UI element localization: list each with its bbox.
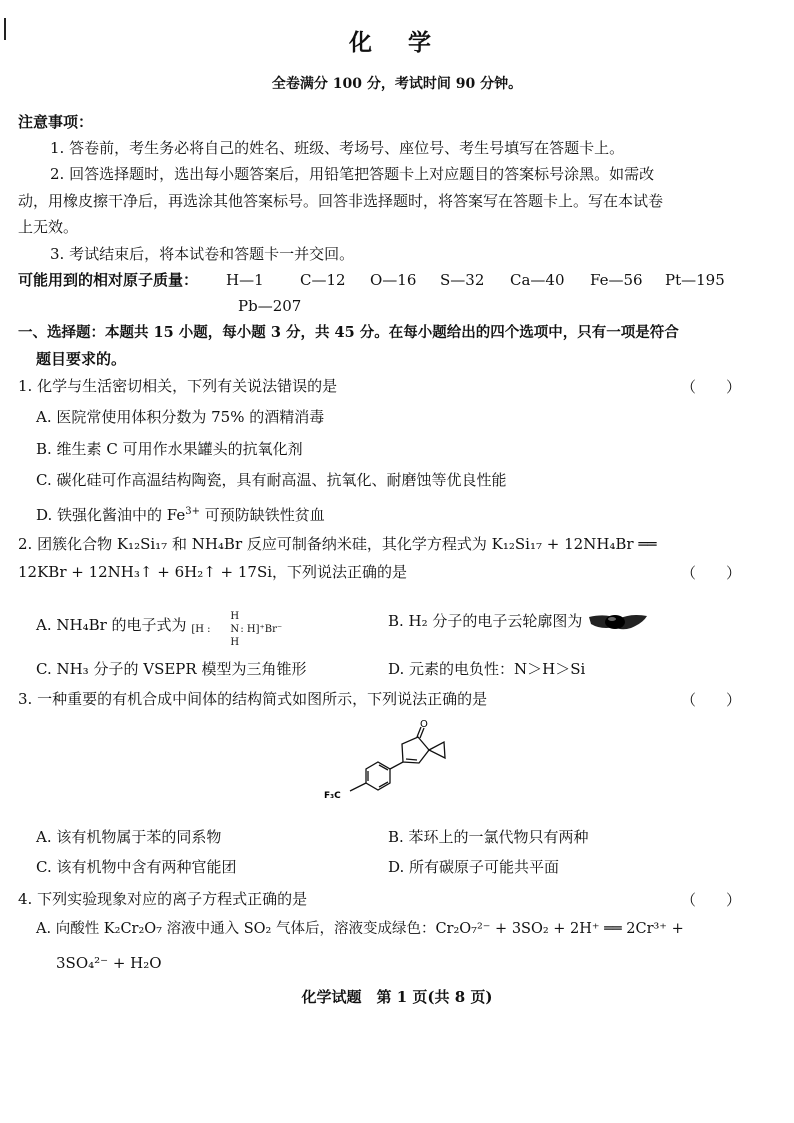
q2-option-c: C. NH₃ 分子的 VSEPR 模型为三角锥形 bbox=[36, 660, 307, 678]
q1-option-a: A. 医院常使用体积分数为 75% 的酒精消毒 bbox=[36, 408, 325, 426]
lewis-n: N bbox=[230, 624, 240, 635]
q3-answer-blank: （ ） bbox=[680, 691, 741, 709]
q2-option-a-text: A. NH₄Br 的电子式为 bbox=[36, 616, 187, 634]
q3-option-d: D. 所有碳原子可能共平面 bbox=[388, 858, 560, 876]
nh4br-lewis-structure bbox=[191, 611, 299, 648]
atomic-mass-ca: Ca—40 bbox=[510, 271, 565, 289]
q2-answer-blank: （ ） bbox=[680, 564, 741, 582]
q1-option-d bbox=[36, 502, 325, 525]
q4-option-a-line-2: 3SO₄²⁻ + H₂O bbox=[56, 954, 162, 972]
lewis-bottom-h: H bbox=[230, 637, 240, 648]
note-1: 1. 答卷前，考生务必将自己的姓名、班级、考场号、座位号、考生号填写在答题卡上。 bbox=[50, 139, 625, 157]
atomic-mass-c: C—12 bbox=[300, 271, 346, 289]
q2-option-b bbox=[388, 611, 649, 633]
page-title: 化 学 bbox=[348, 29, 445, 56]
atomic-mass-pb: Pb—207 bbox=[238, 297, 302, 315]
atomic-mass-label: 可能用到的相对原子质量： bbox=[18, 271, 199, 289]
q4-stem: 4. 下列实验现象对应的离子方程式正确的是 bbox=[18, 890, 308, 908]
exam-info: 全卷满分 100 分，考试时间 90 分钟。 bbox=[271, 76, 523, 92]
lewis-right: : H]⁺Br⁻ bbox=[240, 624, 283, 635]
mol-oxygen-label: O bbox=[420, 719, 428, 730]
section-1-line-2: 题目要求的。 bbox=[36, 350, 127, 368]
q3-option-c: C. 该有机物中含有两种官能团 bbox=[36, 858, 237, 876]
lewis-left: [H : bbox=[191, 624, 211, 635]
q3-option-b: B. 苯环上的一氯代物只有两种 bbox=[388, 828, 589, 846]
mol-cf3-label: F₃C bbox=[324, 791, 341, 801]
q2-option-a bbox=[36, 611, 299, 648]
q2-option-d: D. 元素的电负性：N＞H＞Si bbox=[388, 660, 586, 678]
atomic-mass-s: S—32 bbox=[440, 271, 485, 289]
h2-electron-cloud-image bbox=[587, 611, 649, 633]
atomic-mass-fe: Fe—56 bbox=[590, 271, 643, 289]
q1-option-d-sup: 3+ bbox=[185, 506, 201, 517]
atomic-mass-h: H—1 bbox=[226, 271, 264, 289]
notes-heading: 注意事项： bbox=[18, 113, 94, 131]
q3-option-a: A. 该有机物属于苯的同系物 bbox=[36, 828, 222, 846]
q2-stem-a: 2. 团簇化合物 K₁₂Si₁₇ 和 NH₄Br 反应可制备纳米硅，其化学方程式为 K₁₂Si₁₇ + 12NH₄Br ══ bbox=[18, 535, 657, 553]
note-2b: 动，用橡皮擦干净后，再选涂其他答案标号。回答非选择题时，将答案写在答题卡上。写在本试卷 bbox=[18, 192, 664, 210]
section-1-line-1: 一、选择题：本题共 15 小题，每小题 3 分，共 45 分。在每小题给出的四个选项中，只有一项是符合 bbox=[18, 324, 679, 341]
q4-answer-blank: （ ） bbox=[680, 891, 741, 909]
note-2a: 2. 回答选择题时，选出每小题答案后，用铅笔把答题卡上对应题目的答案标号涂黑。如需改 bbox=[50, 165, 655, 183]
q2-stem-b: 12KBr + 12NH₃↑ + 6H₂↑ + 17Si，下列说法正确的是 bbox=[18, 563, 408, 581]
q1-option-c: C. 碳化硅可作高温结构陶瓷，具有耐高温、抗氧化、耐磨蚀等优良性能 bbox=[36, 471, 507, 489]
atomic-mass-pt: Pt—195 bbox=[665, 271, 725, 289]
lewis-top-h: H bbox=[230, 611, 240, 622]
q4-option-a-line-1: A. 向酸性 K₂Cr₂O₇ 溶液中通入 SO₂ 气体后，溶液变成绿色：Cr₂O₇²⁻ + 3SO₂ + 2H⁺ ══ 2Cr³⁺ + bbox=[36, 921, 684, 937]
atomic-mass-o: O—16 bbox=[370, 271, 417, 289]
q3-stem: 3. 一种重要的有机合成中间体的结构简式如图所示，下列说法正确的是 bbox=[18, 690, 488, 708]
q1-answer-blank: （ ） bbox=[680, 378, 741, 396]
q1-option-d-pre: D. 铁强化酱油中的 Fe bbox=[36, 506, 186, 524]
page-footer: 化学试题 第 1 页(共 8 页) bbox=[301, 988, 493, 1006]
note-2c: 上无效。 bbox=[18, 218, 79, 236]
note-3: 3. 考试结束后，将本试卷和答题卡一并交回。 bbox=[50, 245, 355, 263]
q2-option-b-text: B. H₂ 分子的电子云轮廓图为 bbox=[388, 612, 583, 630]
molecule-structure-diagram bbox=[320, 718, 450, 818]
q1-option-d-post: 可预防缺铁性贫血 bbox=[200, 506, 325, 524]
q1-option-b: B. 维生素 C 可用作水果罐头的抗氧化剂 bbox=[36, 440, 303, 458]
q1-stem: 1. 化学与生活密切相关，下列有关说法错误的是 bbox=[18, 377, 338, 395]
